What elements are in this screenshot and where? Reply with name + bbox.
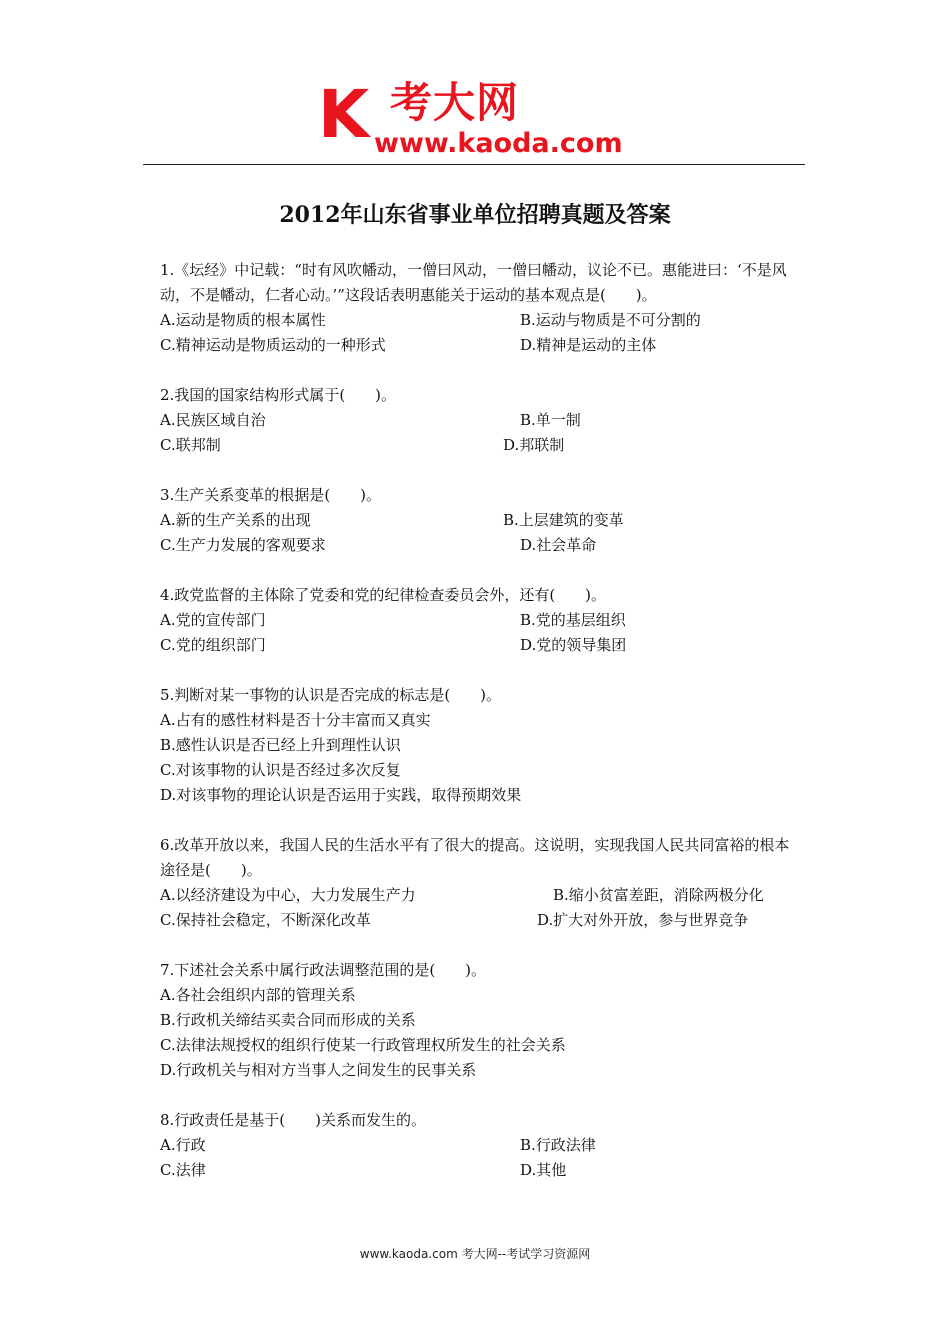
option-b: B.行政机关缔结买卖合同而形成的关系: [160, 1011, 416, 1029]
option-c: C.生产力发展的客观要求: [160, 536, 326, 554]
option-a: A.新的生产关系的出现: [160, 511, 311, 529]
option-a: A.运动是物质的根本属性: [160, 311, 326, 329]
option-row: [160, 308, 800, 333]
question-stem: 1.《坛经》中记载：“时有风吹幡动，一僧曰风动，一僧曰幡动，议论不已。惠能进曰：‘不是风动，不是幡动，仁者心动。’”这段话表明惠能关于运动的基本观点是( )。: [160, 261, 787, 304]
option-row: [160, 508, 800, 533]
option-row: [160, 883, 800, 908]
option-d: D.党的领导集团: [520, 636, 627, 654]
question-7: [160, 958, 800, 1083]
question-stem: 7.下述社会关系中属行政法调整范围的是( )。: [160, 961, 487, 979]
option-c: C.法律: [160, 1161, 206, 1179]
question-list: [160, 258, 800, 1208]
header-divider: [143, 164, 805, 165]
question-1: [160, 258, 800, 358]
page-footer: www.kaoda.com 考大网--考试学习资源网: [359, 1247, 591, 1261]
option-row: [160, 908, 800, 933]
logo-url: www.kaoda.com: [374, 128, 623, 159]
page-title: 2012年山东省事业单位招聘真题及答案: [279, 202, 671, 228]
option-b: B.感性认识是否已经上升到理性认识: [160, 736, 401, 754]
option-a: A.以经济建设为中心，大力发展生产力: [160, 886, 416, 904]
logo-brand-name: 考大网: [390, 78, 520, 127]
question-6: [160, 833, 800, 933]
option-a: A.民族区域自治: [160, 411, 266, 429]
question-stem: 5.判断对某一事物的认识是否完成的标志是( )。: [160, 686, 502, 704]
option-d: D.精神是运动的主体: [520, 336, 657, 354]
option-d: D.行政机关与相对方当事人之间发生的民事关系: [160, 1061, 477, 1079]
question-2: [160, 383, 800, 458]
option-d: D.邦联制: [503, 436, 565, 454]
question-stem: 4.政党监督的主体除了党委和党的纪律检查委员会外，还有( )。: [160, 586, 607, 604]
option-c: C.精神运动是物质运动的一种形式: [160, 336, 386, 354]
logo-k-mark: K: [318, 76, 368, 153]
option-d: D.对该事物的理论认识是否运用于实践，取得预期效果: [160, 786, 522, 804]
kaoda-logo: [318, 78, 648, 160]
option-d: D.其他: [520, 1161, 567, 1179]
question-stem: 8.行政责任是基于( )关系而发生的。: [160, 1111, 427, 1129]
option-row: [160, 608, 800, 633]
option-row: [160, 433, 800, 458]
option-a: A.占有的感性材料是否十分丰富而又真实: [160, 711, 431, 729]
option-row: [160, 1158, 800, 1183]
question-stem: 6.改革开放以来，我国人民的生活水平有了很大的提高。这说明，实现我国人民共同富裕的根本途径是( )。: [160, 836, 790, 879]
question-8: [160, 1108, 800, 1183]
option-b: B.行政法律: [520, 1136, 596, 1154]
option-b: B.运动与物质是不可分割的: [520, 311, 701, 329]
option-b: B.上层建筑的变革: [503, 511, 624, 529]
option-a: A.党的宣传部门: [160, 611, 266, 629]
option-c: C.法律法规授权的组织行使某一行政管理权所发生的社会关系: [160, 1036, 566, 1054]
question-stem: 3.生产关系变革的根据是( )。: [160, 486, 382, 504]
option-row: [160, 1133, 800, 1158]
option-row: [160, 408, 800, 433]
option-b: B.党的基层组织: [520, 611, 626, 629]
option-row: [160, 533, 800, 558]
option-b: B.缩小贫富差距，消除两极分化: [553, 886, 764, 904]
option-c: C.保持社会稳定，不断深化改革: [160, 911, 371, 929]
question-3: [160, 483, 800, 558]
option-b: B.单一制: [520, 411, 581, 429]
option-d: D.扩大对外开放，参与世界竞争: [537, 911, 749, 929]
option-d: D.社会革命: [520, 536, 597, 554]
question-stem: 2.我国的国家结构形式属于( )。: [160, 386, 397, 404]
option-c: C.对该事物的认识是否经过多次反复: [160, 761, 401, 779]
option-row: [160, 333, 800, 358]
option-a: A.行政: [160, 1136, 206, 1154]
question-5: [160, 683, 800, 808]
option-row: [160, 633, 800, 658]
option-c: C.党的组织部门: [160, 636, 266, 654]
question-4: [160, 583, 800, 658]
option-a: A.各社会组织内部的管理关系: [160, 986, 356, 1004]
option-c: C.联邦制: [160, 436, 221, 454]
